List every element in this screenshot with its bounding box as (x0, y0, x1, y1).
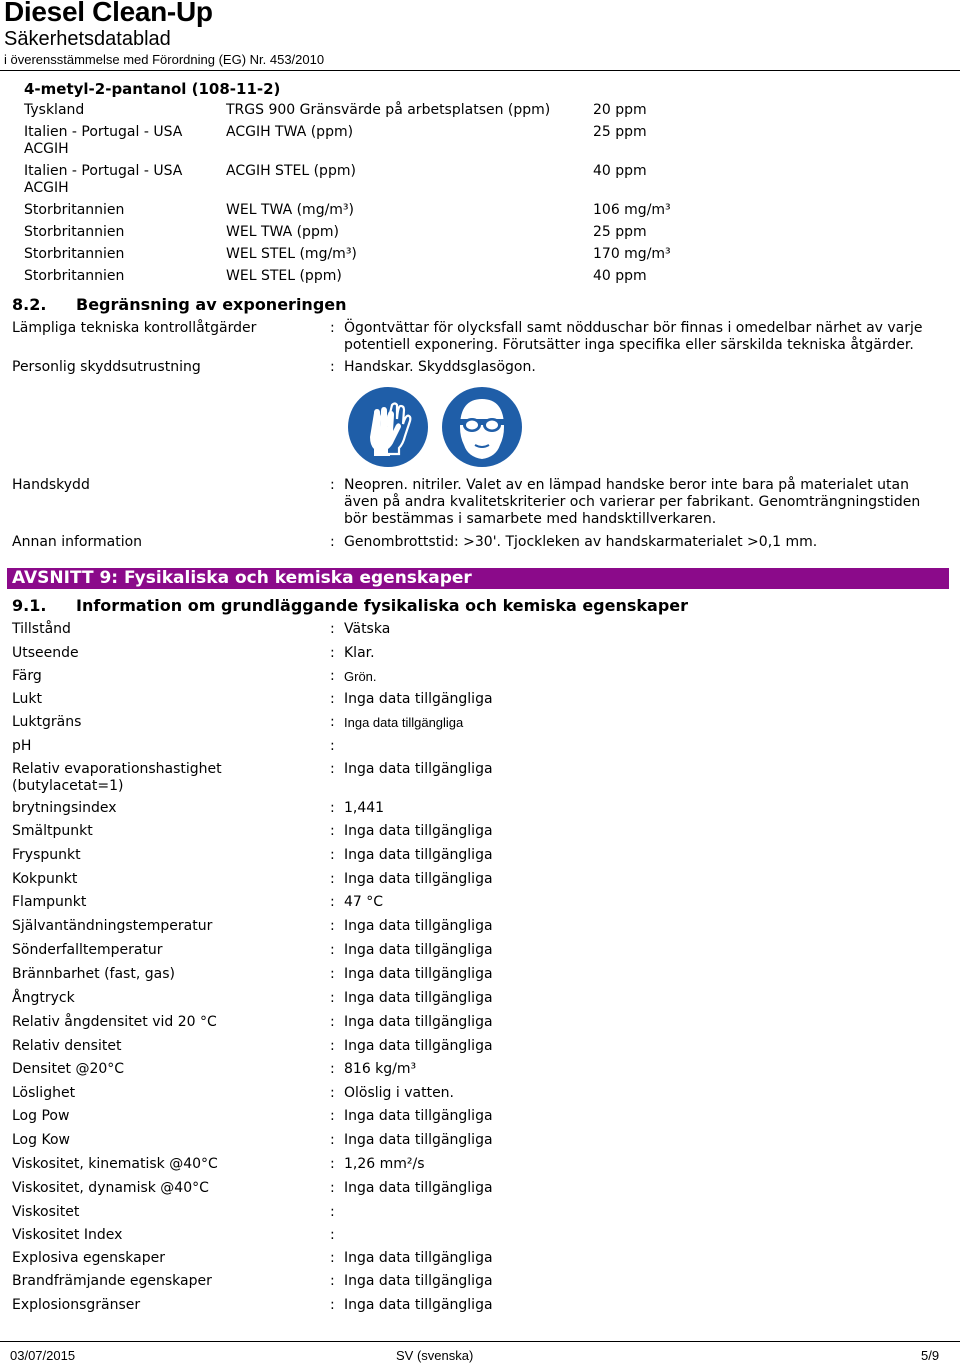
colon-separator: : (330, 621, 335, 637)
section-9-header-bar: AVSNITT 9: Fysikaliska och kemiska egenskaper (7, 568, 949, 589)
property-label: Flampunkt (12, 894, 87, 910)
oel-country: Italien - Portugal - USA (24, 124, 183, 140)
colon-separator: : (330, 668, 335, 684)
oel-limit-value: 20 ppm (593, 102, 647, 118)
property-label: Ångtryck (12, 990, 75, 1006)
property-label: Brandfrämjande egenskaper (12, 1273, 212, 1289)
property-label: Viskositet, kinematisk @40°C (12, 1156, 218, 1172)
oel-limit-type: ACGIH TWA (ppm) (226, 124, 354, 140)
oel-limit-value: 170 mg/m³ (593, 246, 671, 262)
oel-country-line2: ACGIH (24, 180, 69, 196)
property-label: Tillstånd (12, 621, 71, 637)
colon-separator: : (330, 871, 335, 887)
colon-separator: : (330, 1250, 335, 1266)
colon-separator: : (330, 894, 335, 910)
colon-separator: : (330, 1038, 335, 1054)
property-label: Löslighet (12, 1085, 76, 1101)
property-value: Inga data tillgängliga (344, 1250, 493, 1266)
oel-country-line2: ACGIH (24, 141, 69, 157)
colon-separator: : (330, 1204, 335, 1220)
property-value: Olöslig i vatten. (344, 1085, 455, 1101)
property-label: Relativ evaporationshastighet (12, 761, 222, 777)
property-label: pH (12, 738, 32, 754)
colon-separator: : (330, 1014, 335, 1030)
property-label: Lukt (12, 691, 43, 707)
property-label: Smältpunkt (12, 823, 93, 839)
colon-separator: : (330, 942, 335, 958)
exposure-label: Annan information (12, 534, 143, 550)
property-value: Inga data tillgängliga (344, 871, 493, 887)
property-label: Sönderfalltemperatur (12, 942, 163, 958)
colon-separator: : (330, 645, 335, 661)
colon-separator: : (330, 823, 335, 839)
property-value: Inga data tillgängliga (344, 1273, 493, 1289)
property-label: Färg (12, 668, 42, 684)
section-9-1-number: 9.1. (12, 596, 47, 615)
property-label: Viskositet (12, 1204, 80, 1220)
colon-separator: : (330, 477, 335, 493)
document-subtitle: Säkerhetsdatablad (4, 28, 171, 50)
property-value: Inga data tillgängliga (344, 918, 493, 934)
exposure-value: Handskar. Skyddsglasögon. (344, 359, 536, 375)
section-8-2-number: 8.2. (12, 295, 47, 314)
oel-country: Tyskland (24, 102, 85, 118)
oel-limit-type: WEL STEL (mg/m³) (226, 246, 357, 262)
footer-divider (0, 1341, 960, 1342)
oel-limit-type: TRGS 900 Gränsvärde på arbetsplatsen (ppm) (226, 102, 551, 118)
gloves-icon (344, 383, 432, 471)
property-value: 816 kg/m³ (344, 1061, 417, 1077)
property-value: Inga data tillgängliga (344, 715, 464, 730)
property-value: Inga data tillgängliga (344, 1108, 493, 1124)
property-label: Relativ ångdensitet vid 20 °C (12, 1014, 217, 1030)
property-label: Densitet @20°C (12, 1061, 125, 1077)
exposure-label: Personlig skyddsutrustning (12, 359, 201, 375)
colon-separator: : (330, 691, 335, 707)
property-value: Grön. (344, 669, 377, 684)
property-value: Inga data tillgängliga (344, 823, 493, 839)
property-label: Explosiva egenskaper (12, 1250, 165, 1266)
oel-country: Storbritannien (24, 268, 125, 284)
property-label: Luktgräns (12, 714, 82, 730)
colon-separator: : (330, 1061, 335, 1077)
property-value: Inga data tillgängliga (344, 1014, 493, 1030)
property-label: brytningsindex (12, 800, 117, 816)
property-value: Inga data tillgängliga (344, 1297, 493, 1313)
colon-separator: : (330, 847, 335, 863)
property-value: Inga data tillgängliga (344, 761, 493, 777)
colon-separator: : (330, 918, 335, 934)
property-label: Relativ densitet (12, 1038, 122, 1054)
property-label: Log Kow (12, 1132, 70, 1148)
oel-limit-type: WEL STEL (ppm) (226, 268, 342, 284)
property-label: Kokpunkt (12, 871, 78, 887)
colon-separator: : (330, 761, 335, 777)
property-label: Explosionsgränser (12, 1297, 141, 1313)
regulation-note: i överensstämmelse med Förordning (EG) Nr. 453/2010 (4, 52, 325, 67)
colon-separator: : (330, 990, 335, 1006)
footer-page-number: 5/9 (921, 1348, 940, 1363)
oel-limit-value: 25 ppm (593, 124, 647, 140)
oel-limit-value: 40 ppm (593, 163, 647, 179)
footer-language: SV (svenska) (396, 1348, 474, 1363)
colon-separator: : (330, 714, 335, 730)
colon-separator: : (330, 800, 335, 816)
property-label: Självantändningstemperatur (12, 918, 213, 934)
oel-country: Italien - Portugal - USA (24, 163, 183, 179)
property-label: Viskositet, dynamisk @40°C (12, 1180, 209, 1196)
colon-separator: : (330, 534, 335, 550)
property-value: Inga data tillgängliga (344, 847, 493, 863)
colon-separator: : (330, 1108, 335, 1124)
oel-limit-value: 106 mg/m³ (593, 202, 671, 218)
oel-country: Storbritannien (24, 224, 125, 240)
oel-country: Storbritannien (24, 246, 125, 262)
property-value: Inga data tillgängliga (344, 1038, 493, 1054)
property-label: Log Pow (12, 1108, 70, 1124)
colon-separator: : (330, 1227, 335, 1243)
colon-separator: : (330, 1297, 335, 1313)
oel-limit-value: 40 ppm (593, 268, 647, 284)
oel-limit-type: ACGIH STEL (ppm) (226, 163, 356, 179)
property-value: 47 °C (344, 894, 384, 910)
property-label: Viskositet Index (12, 1227, 123, 1243)
header-divider (0, 70, 960, 71)
property-value: Inga data tillgängliga (344, 1132, 493, 1148)
colon-separator: : (330, 966, 335, 982)
exposure-label: Handskydd (12, 477, 90, 493)
oel-country: Storbritannien (24, 202, 125, 218)
footer-date: 03/07/2015 (10, 1348, 76, 1363)
oel-limit-type: WEL TWA (mg/m³) (226, 202, 355, 218)
property-value: Inga data tillgängliga (344, 966, 493, 982)
section-8-2-title: Begränsning av exponeringen (76, 295, 347, 314)
exposure-value: Ögontvättar för olycksfall samt nödduschar bör finnas i omedelbar närhet av varje potentiell exponering. Förutsätter inga specifika eller särskilda tekniska åtgärder. (344, 320, 923, 353)
property-value: Inga data tillgängliga (344, 942, 493, 958)
property-value: Vätska (344, 621, 391, 637)
property-value: Klar. (344, 645, 375, 661)
colon-separator: : (330, 320, 335, 336)
property-label: Brännbarhet (fast, gas) (12, 966, 175, 982)
colon-separator: : (330, 359, 335, 375)
property-value: 1,441 (344, 800, 385, 816)
oel-limit-value: 25 ppm (593, 224, 647, 240)
colon-separator: : (330, 1132, 335, 1148)
exposure-label: Lämpliga tekniska kontrollåtgärder (12, 320, 257, 336)
property-value: Inga data tillgängliga (344, 691, 493, 707)
property-value: Inga data tillgängliga (344, 990, 493, 1006)
document-title: Diesel Clean-Up (4, 0, 213, 27)
goggles-icon (438, 383, 526, 471)
property-label: Fryspunkt (12, 847, 81, 863)
exposure-value: Genombrottstid: >30'. Tjockleken av handskarmaterialet >0,1 mm. (344, 534, 818, 550)
property-value: 1,26 mm²/s (344, 1156, 425, 1172)
property-label-line2: (butylacetat=1) (12, 778, 124, 794)
colon-separator: : (330, 1273, 335, 1289)
colon-separator: : (330, 1180, 335, 1196)
exposure-value: Neopren. nitriler. Valet av en lämpad handske beror inte bara på materialet utan även på andra kvalitetskriterier och varierar per fabrikant. Genomträngningstiden bör bestämmas i samarbete med handsktillverkaren. (344, 477, 921, 527)
colon-separator: : (330, 738, 335, 754)
oel-substance-heading: 4-metyl-2-pantanol (108-11-2) (24, 80, 281, 98)
property-label: Utseende (12, 645, 79, 661)
section-9-1-title: Information om grundläggande fysikaliska och kemiska egenskaper (76, 596, 689, 615)
colon-separator: : (330, 1156, 335, 1172)
property-value: Inga data tillgängliga (344, 1180, 493, 1196)
oel-limit-type: WEL TWA (ppm) (226, 224, 339, 240)
colon-separator: : (330, 1085, 335, 1101)
